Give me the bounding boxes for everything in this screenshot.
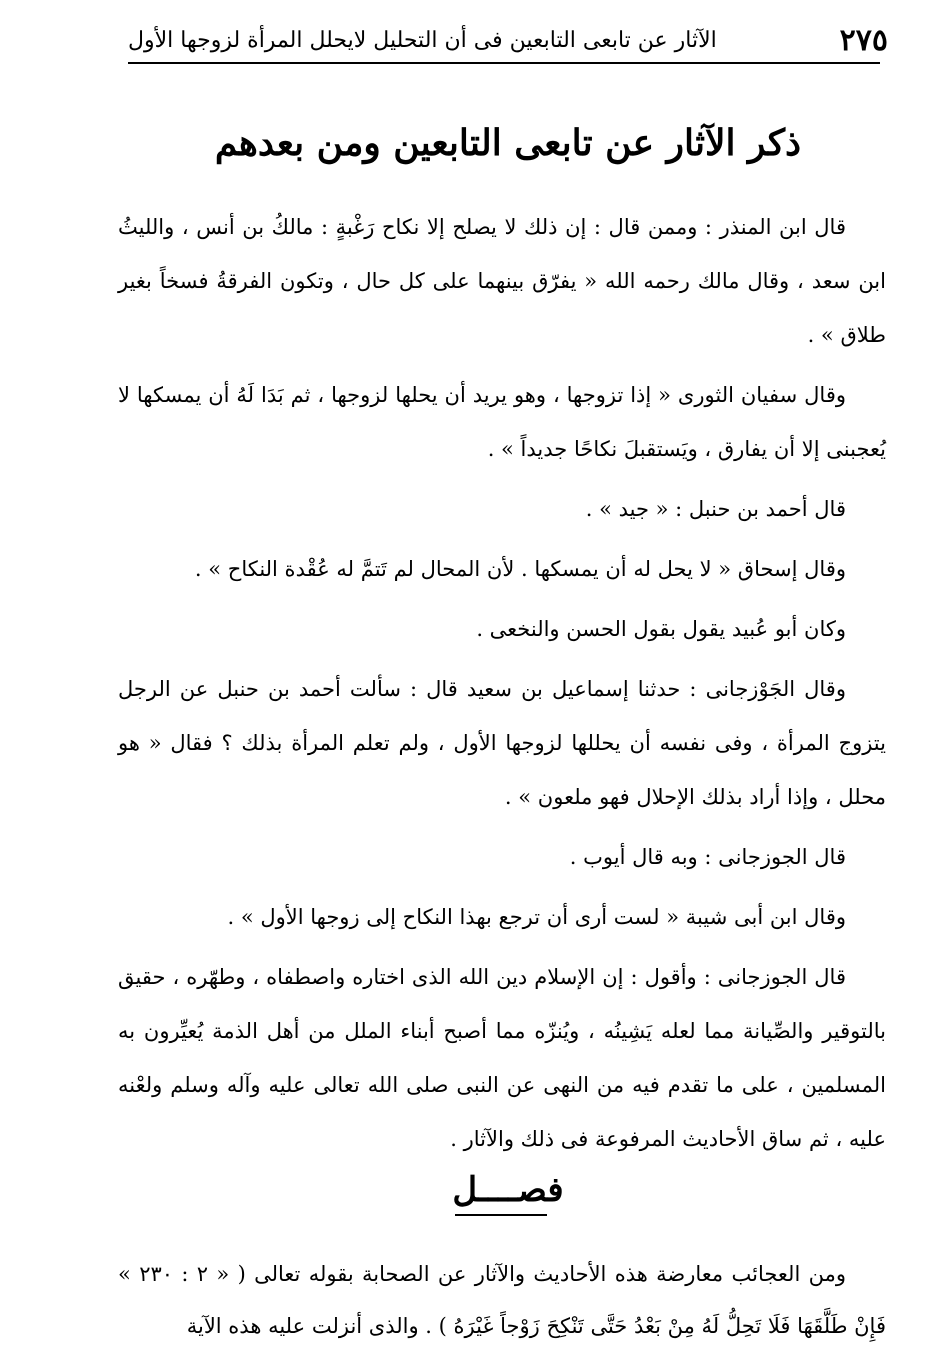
paragraph: قال ابن المنذر : وممن قال : إن ذلك لا يصلح إلا نكاح رَغْبةٍ : مالكُ بن أنس ، والليثُ ابن سعد ، وقال مالك رحمه الله « يفرّق بينهما على كل حال ، وتكون الفرقةُ فسخاً بغير طلاق » . [118, 215, 886, 347]
fasl-underline [455, 1214, 547, 1216]
paragraph: وقال إسحاق « لا يحل له أن يمسكها . لأن المحال لم تَتمَّ له عُقْدة النكاح » . [194, 557, 846, 581]
paragraph: وقال ابن أبى شيبة « لست أرى أن ترجع بهذا النكاح إلى زوجها الأول » . [227, 905, 846, 929]
body-text [118, 200, 886, 1166]
page-header [128, 18, 888, 62]
paragraph: قال أحمد بن حنبل : « جيد » . [585, 497, 846, 521]
closing-paragraph [118, 1248, 886, 1352]
paragraph: وقال الجَوْزجانى : حدثنا إسماعيل بن سعيد قال : سألت أحمد بن حنبل عن الرجل يتزوج المرأة ، وفى نفسه أن يحللها لزوجها الأول ، ولم تعلم المرأة بذلك ؟ فقال « هو محلل ، وإذا أراد بذلك الإحلال فهو ملعون » . [118, 677, 886, 809]
fasl-heading: فصــــل [452, 1170, 564, 1210]
paragraph: وكان أبو عُبيد يقول بقول الحسن والنخعى . [476, 617, 846, 641]
page-number: ٢٧٥ [839, 22, 888, 58]
running-title: الآثار عن تابعى التابعين فى أن التحليل لايحلل المرأة لزوجها الأول [128, 27, 717, 53]
header-rule [128, 62, 880, 64]
paragraph: قال الجوزجانى : وأقول : إن الإسلام دين الله الذى اختاره واصطفاه ، وطهّره ، حقيق بالتوقير والصِّيانة مما لعله يَشِينُه ، ويُنزّه مما أصبح أبناء الملل من أهل الذمة يُعيِّرون به المسلمين ، على ما تقدم فيه من النهى عن النبى صلى الله تعالى عليه وآله وسلم ولعْنه عليه ، ثم ساق الأحاديث المرفوعة فى ذلك والآثار . [118, 965, 886, 1151]
paragraph: ومن العجائب معارضة هذه الأحاديث والآثار عن الصحابة بقوله تعالى ( « ٢ : ٢٣٠ » فَإِنْ طَلَّقَهَا فَلَا تَحِلُّ لَهُ مِنْ بَعْدُ حَتَّى تَنْكِحَ زَوْجاً غَيْرَهُ ) . والذى أنزلت عليه هذه الآية [118, 1262, 886, 1338]
paragraph: وقال سفيان الثورى « إذا تزوجها ، وهو يريد أن يحلها لزوجها ، ثم بَدَا لَهُ أن يمسكها لا يُعجبنى إلا أن يفارق ، ويَستقبلَ نكاحًا جديداً » . [118, 383, 886, 461]
section-title: ذكر الآثار عن تابعى التابعين ومن بعدهم [214, 122, 802, 164]
paragraph: قال الجوزجانى : وبه قال أيوب . [569, 845, 846, 869]
